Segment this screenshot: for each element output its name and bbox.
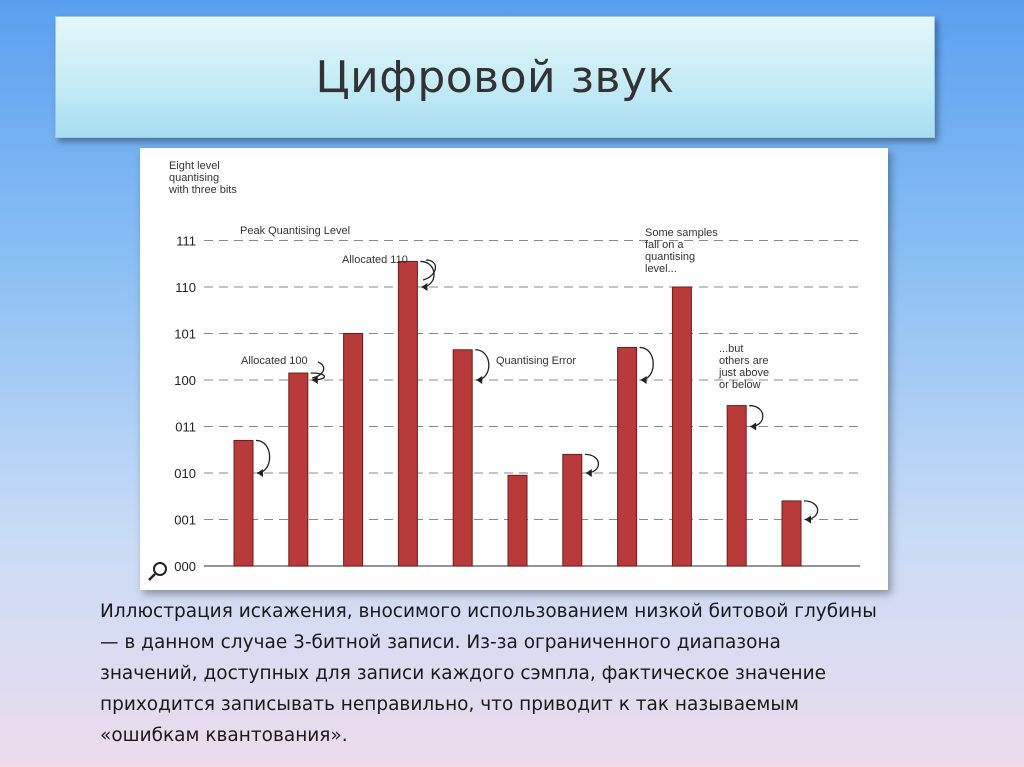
- annotation-some-samples-line: fall on a: [645, 239, 684, 251]
- y-tick-label: 011: [175, 419, 196, 435]
- annotation-but-others-line: or below: [719, 379, 761, 391]
- quantising-error-arrow: [256, 440, 270, 473]
- caption-line: значений, доступных для записи каждого сэмпла, фактическое значение: [100, 663, 827, 684]
- y-tick-label: 101: [174, 326, 196, 342]
- slide-caption: [100, 596, 980, 751]
- annotation-but-others-line: ...but: [719, 343, 744, 355]
- bar: [727, 406, 746, 566]
- quantising-error-arrow: [640, 347, 654, 380]
- arrow-head: [421, 283, 427, 291]
- zoom-icon: [149, 563, 166, 580]
- arrow-head: [805, 516, 811, 524]
- bar: [398, 261, 417, 566]
- y-tick-labels: [174, 234, 196, 575]
- y-axis-label-line-1: Eight level: [169, 160, 220, 172]
- quantising-error-arrow: [475, 350, 489, 380]
- bar: [289, 373, 308, 566]
- annotation-but-others-line: just above: [719, 367, 770, 379]
- y-tick-label: 010: [174, 466, 196, 481]
- title-box: [55, 16, 935, 138]
- arrow-head: [257, 469, 263, 477]
- y-axis-label-line-2: quantising: [169, 172, 220, 184]
- bar: [508, 475, 527, 566]
- caption-line: «ошибкам квантования».: [100, 725, 348, 746]
- bars: [234, 261, 801, 566]
- annotation-but-others: [718, 343, 769, 391]
- arrow-head: [641, 376, 647, 384]
- annotation-allocated-100: Allocated 100: [241, 355, 308, 367]
- quantisation-chart: [140, 148, 888, 590]
- arrow-head: [476, 376, 482, 384]
- slide-title: Цифровой звук: [315, 51, 675, 103]
- y-axis-label-line-3: with three bits: [169, 184, 237, 196]
- bar: [563, 454, 582, 566]
- caption-line: приходится записывать неправильно, что приводит к так называемым: [100, 694, 799, 715]
- annotation-some-samples-line: quantising: [645, 251, 696, 263]
- caption-line: — в данном случае 3-битной записи. Из-за ограниченного диапазона: [100, 632, 781, 653]
- annotation-quantising-error: Quantising Error: [496, 355, 577, 367]
- peak-quantising-label: Peak Quantising Level: [240, 225, 351, 237]
- pointer-arrow-allocated-100: [312, 362, 324, 378]
- bar: [782, 501, 801, 566]
- arrow-head: [586, 469, 592, 477]
- bar: [453, 350, 472, 566]
- bar: [618, 347, 637, 566]
- y-tick-label: 111: [176, 233, 196, 249]
- annotation-but-others-line: others are: [719, 355, 769, 367]
- annotation-some-samples-line: level...: [645, 263, 677, 275]
- annotation-some-samples-line: Some samples: [645, 227, 718, 239]
- y-tick-label: 110: [175, 280, 196, 295]
- bar: [234, 440, 253, 566]
- arrow-head: [750, 423, 756, 431]
- annotation-some-samples: [645, 227, 718, 275]
- y-tick-label: 100: [174, 373, 196, 388]
- y-tick-label: 000: [174, 559, 196, 574]
- bar: [344, 334, 363, 567]
- caption-line: Иллюстрация искажения, вносимого использованием низкой битовой глубины: [100, 601, 877, 622]
- bar: [672, 287, 691, 566]
- chart-panel: [140, 148, 888, 590]
- y-axis-label: [168, 160, 237, 196]
- y-tick-label: 001: [174, 512, 196, 528]
- annotation-allocated-110: Allocated 110: [342, 254, 408, 266]
